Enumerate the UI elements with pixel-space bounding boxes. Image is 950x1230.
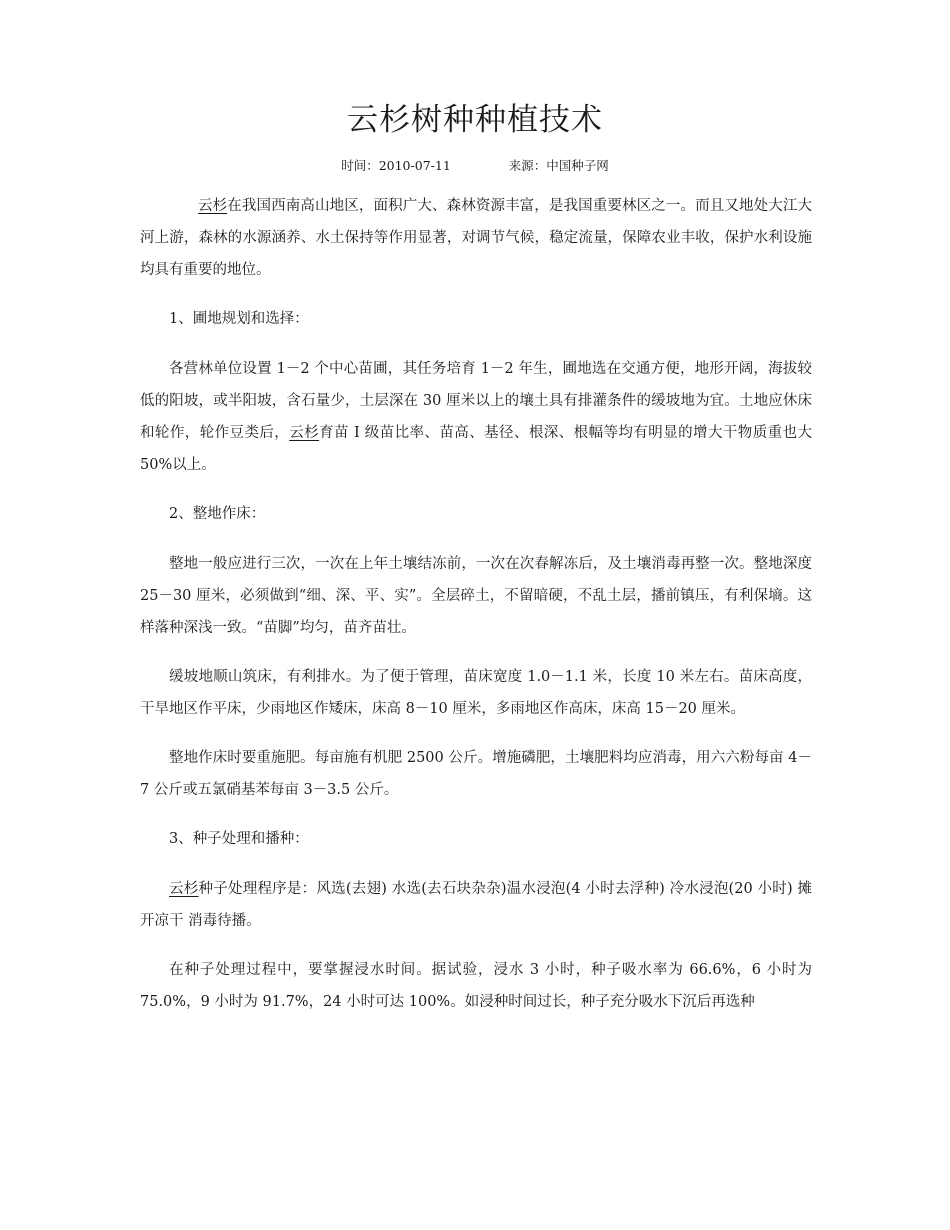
paragraph-soil-prep: 整地一般应进行三次，一次在上年土壤结冻前，一次在次春解冻后，及土壤消毒再整一次。整地深度 25－30 厘米，必须做到“细、深、平、实”。全层碎土，不留暗硬，不乱土层，播前镇压，有利保墒。这样落种深浅一致。“苗脚”均匀，苗齐苗壮。: [140, 556, 812, 636]
paragraph-text: 在我国西南高山地区，面积广大、森林资源丰富，是我国重要林区之一。而且又地处大江大河上游，森林的水源涵养、水土保持等作用显著，对调节气候，稳定流量，保障农业丰收，保护水利设施均具有重要的地位。: [140, 198, 813, 278]
article-meta: [0, 156, 950, 176]
keyword-link[interactable]: 云杉: [169, 881, 199, 897]
paragraph-fertilizer: 整地作床时要重施肥。每亩施有机肥 2500 公斤。增施磷肥，土壤肥料均应消毒，用六六粉每亩 4－7 公斤或五氯硝基苯每亩 3－3.5 公斤。: [140, 750, 812, 798]
keyword-link[interactable]: 云杉: [289, 425, 320, 441]
article-source: 来源：中国种子网: [508, 158, 609, 173]
paragraph-soaking: 在种子处理过程中，要掌握浸水时间。据试验，浸水 3 小时，种子吸水率为 66.6%，6 小时为 75.0%，9 小时为 91.7%，24 小时可达 100%。如浸种时间过长，种子充分吸水下沉后再选种: [140, 962, 812, 1010]
section-heading-3: 3、种子处理和播种：: [169, 831, 309, 847]
paragraph-text: 育苗 I 级苗比率、苗高、基径、根深、根幅等均有明显的增大干物质重也大 50%以上。: [140, 425, 813, 473]
section-heading-1: 1、圃地规划和选择：: [169, 311, 309, 327]
article-body: [140, 190, 812, 1035]
paragraph-seed-process: [140, 873, 812, 937]
paragraph-bed-size: 缓坡地顺山筑床，有利排水。为了便于管理，苗床宽度 1.0－1.1 米，长度 10 米左右。苗床高度，干旱地区作平床，少雨地区作矮床，床高 8－10 厘米，多雨地区作高床，床高 15－20 厘米。: [140, 669, 812, 717]
paragraph-text: 种子处理程序是：风选(去翅) 水选(去石块杂杂)温水浸泡(4 小时去浮种) 冷水浸泡(20 小时) 摊开凉干 消毒待播。: [140, 881, 812, 929]
section-heading-2: 2、整地作床：: [169, 506, 266, 522]
paragraph-text: 各营林单位设置 1－2 个中心苗圃，其任务培育 1－2 年生，圃地选在交通方便，地形开阔，海拔较低的阳坡，或半阳坡，含石量少，土层深在 30 厘米以上的壤土具有排灌条件的缓坡地为宜。土地应休床和轮作，轮作豆类后，: [140, 361, 812, 441]
paragraph-intro: [140, 190, 812, 286]
keyword-link[interactable]: 云杉: [198, 198, 228, 214]
page-title: 云杉树种种植技术: [347, 102, 603, 138]
publish-date: 时间：2010-07-11: [341, 158, 451, 173]
paragraph-nursery: [140, 353, 812, 481]
